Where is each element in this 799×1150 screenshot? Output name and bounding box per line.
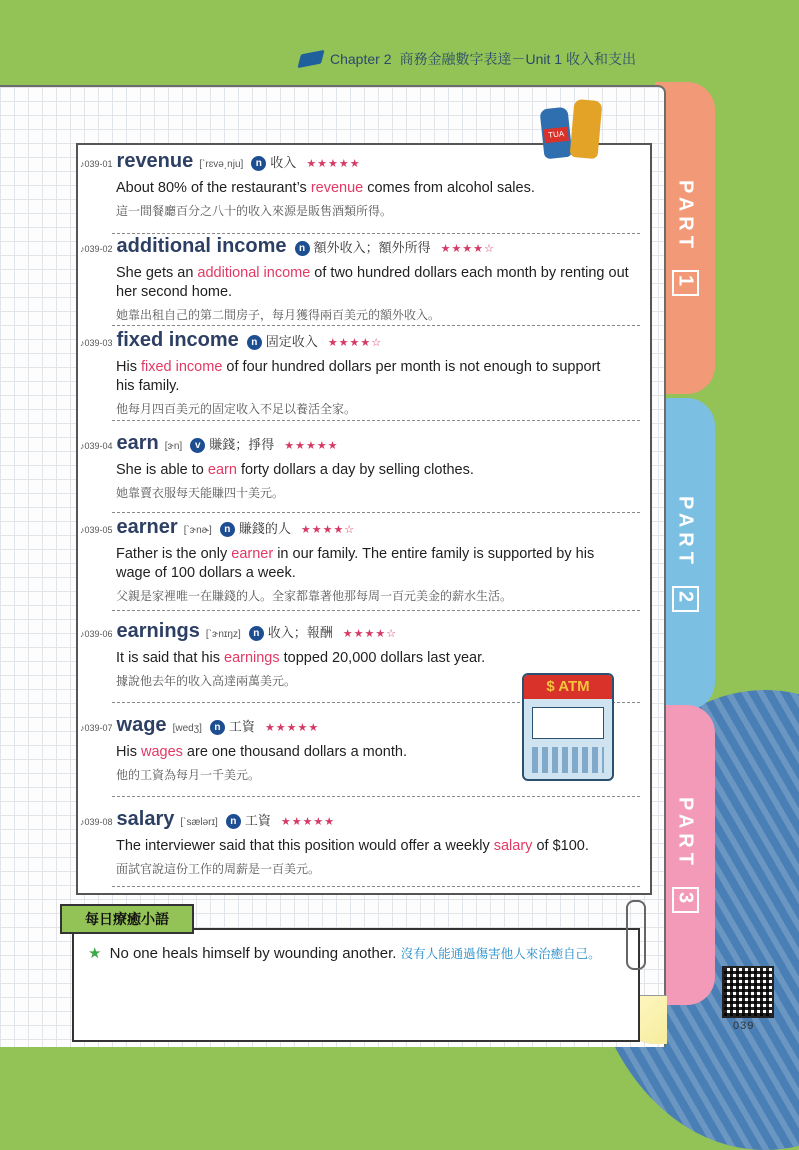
chapter-number: Chapter 2 bbox=[330, 51, 392, 67]
audio-track[interactable]: ♪039-08 bbox=[80, 817, 113, 827]
rating-stars: ★★★★☆ bbox=[327, 337, 383, 349]
atm-screen bbox=[532, 707, 604, 739]
daily-quote bbox=[88, 944, 601, 962]
example-en: The interviewer said that this position would offer a weekly salary of $100. bbox=[116, 838, 589, 854]
rating-stars: ★★★★☆ bbox=[300, 524, 356, 536]
safety-pin-icon bbox=[626, 900, 646, 970]
vocab-word: earn bbox=[116, 432, 159, 454]
example-zh: 面試官說這份工作的周薪是一百美元。 bbox=[116, 862, 321, 876]
example-zh: 她靠出租自己的第二間房子，每月獲得兩百美元的額外收入。 bbox=[116, 308, 441, 322]
audio-track[interactable]: ♪039-05 bbox=[80, 525, 113, 535]
divider bbox=[112, 610, 640, 611]
page-number: 039 bbox=[733, 1020, 755, 1032]
vocab-entry bbox=[80, 150, 646, 219]
rating-stars: ★★★★★ bbox=[306, 158, 361, 170]
chapter-title: 商務金融數字表達－Unit 1 收入和支出 bbox=[399, 51, 636, 67]
divider bbox=[112, 325, 640, 326]
atm-keypad bbox=[532, 747, 604, 773]
example-en: About 80% of the restaurant’s revenue comes from alcohol sales. bbox=[116, 180, 535, 196]
vocab-entry bbox=[80, 329, 646, 417]
pos-badge: n bbox=[251, 156, 266, 171]
example-en: She gets an additional income of two hundred dollars each month by renting out her second home. bbox=[116, 265, 629, 300]
tab-part-3[interactable]: PART 3 bbox=[655, 705, 715, 1005]
example-zh: 他的工資為每月一千美元。 bbox=[116, 768, 261, 782]
example-en: It is said that his earnings topped 20,000 dollars last year. bbox=[116, 650, 486, 666]
pos-badge: n bbox=[226, 814, 241, 829]
meaning: 收入 bbox=[270, 155, 297, 170]
tab-part-2[interactable]: PART 2 bbox=[655, 398, 715, 710]
audio-track[interactable]: ♪039-04 bbox=[80, 441, 113, 451]
divider bbox=[112, 796, 640, 797]
pos-badge: n bbox=[249, 626, 264, 641]
audio-track[interactable]: ♪039-03 bbox=[80, 338, 113, 348]
divider bbox=[112, 233, 640, 234]
star-icon: ★ bbox=[88, 945, 102, 962]
phonetic: [ˋɝnɚ] bbox=[183, 525, 212, 536]
vocab-entry bbox=[80, 235, 646, 323]
quote-zh: 沒有人能通過傷害他人來治癒自己。 bbox=[400, 947, 601, 961]
vocab-word: fixed income bbox=[116, 329, 239, 351]
phonetic: [ˋrɛvə͵nju] bbox=[199, 159, 244, 170]
meaning: 收入；報酬 bbox=[267, 625, 333, 640]
vocab-entry bbox=[80, 432, 646, 501]
example-zh: 她靠賣衣服每天能賺四十美元。 bbox=[116, 486, 285, 500]
vocab-word: earnings bbox=[116, 620, 200, 642]
rating-stars: ★★★★★ bbox=[280, 816, 336, 828]
phonetic: [ˋsælərɪ] bbox=[180, 817, 218, 828]
atm-illustration bbox=[522, 673, 614, 781]
vocab-word: earner bbox=[116, 516, 178, 538]
rating-stars: ★★★★★ bbox=[284, 440, 339, 452]
tab-part-1[interactable]: PART 1 bbox=[655, 82, 715, 394]
atm-sign: $ ATM bbox=[524, 675, 612, 699]
example-zh: 他每月四百美元的固定收入不足以養活全家。 bbox=[116, 402, 357, 416]
audio-track[interactable]: ♪039-07 bbox=[80, 723, 113, 733]
meaning: 工資 bbox=[244, 813, 271, 828]
vocab-entry bbox=[80, 808, 646, 877]
meaning: 固定收入 bbox=[265, 334, 318, 349]
phonetic: [wedʒ] bbox=[172, 723, 202, 734]
meaning: 賺錢的人 bbox=[238, 521, 291, 536]
vocab-word: wage bbox=[116, 714, 167, 736]
audio-track[interactable]: ♪039-06 bbox=[80, 629, 113, 639]
rating-stars: ★★★★☆ bbox=[440, 243, 495, 255]
divider bbox=[112, 886, 640, 887]
meaning: 賺錢；掙得 bbox=[209, 437, 275, 452]
pos-badge: n bbox=[295, 241, 310, 256]
meaning: 額外收入；額外所得 bbox=[313, 240, 431, 255]
pos-badge: n bbox=[247, 335, 262, 350]
example-zh: 據說他去年的收入高達兩萬美元。 bbox=[116, 674, 297, 688]
vocab-word: additional income bbox=[116, 235, 287, 257]
vocab-entry bbox=[80, 516, 646, 604]
divider bbox=[112, 420, 640, 421]
phonetic: [ˋɝnɪŋz] bbox=[205, 629, 241, 640]
example-en: His fixed income of four hundred dollars per month is not enough to support his family. bbox=[116, 359, 601, 394]
divider bbox=[112, 512, 640, 513]
example-en: His wages are one thousand dollars a month. bbox=[116, 744, 407, 760]
daily-quote-title: 每日療癒小語 bbox=[60, 904, 194, 934]
rating-stars: ★★★★☆ bbox=[342, 628, 398, 640]
audio-track[interactable]: ♪039-02 bbox=[80, 244, 113, 254]
book-icon bbox=[297, 50, 324, 68]
example-zh: 這一間餐廳百分之八十的收入來源是販售酒類所得。 bbox=[116, 204, 393, 218]
meaning: 工資 bbox=[228, 719, 255, 734]
quote-en: No one heals himself by wounding another. bbox=[109, 945, 397, 962]
pos-badge: n bbox=[210, 720, 225, 735]
vocab-word: salary bbox=[116, 808, 175, 830]
bottle-illustration: TUA bbox=[539, 107, 572, 160]
chapter-header bbox=[300, 49, 636, 69]
example-en: Father is the only earner in our family. The entire family is supported by his wage of 100 dollars a week. bbox=[116, 546, 595, 581]
pos-badge: n bbox=[220, 522, 235, 537]
qr-code[interactable] bbox=[722, 966, 774, 1018]
pos-badge: v bbox=[190, 438, 205, 453]
vocab-word: revenue bbox=[116, 150, 194, 172]
audio-track[interactable]: ♪039-01 bbox=[80, 159, 113, 169]
example-zh: 父親是家裡唯一在賺錢的人。全家都靠著他那每周一百元美金的薪水生活。 bbox=[116, 589, 513, 603]
phonetic: [ɝn] bbox=[164, 441, 183, 452]
rating-stars: ★★★★★ bbox=[264, 722, 320, 734]
example-en: She is able to earn forty dollars a day by selling clothes. bbox=[116, 462, 474, 478]
